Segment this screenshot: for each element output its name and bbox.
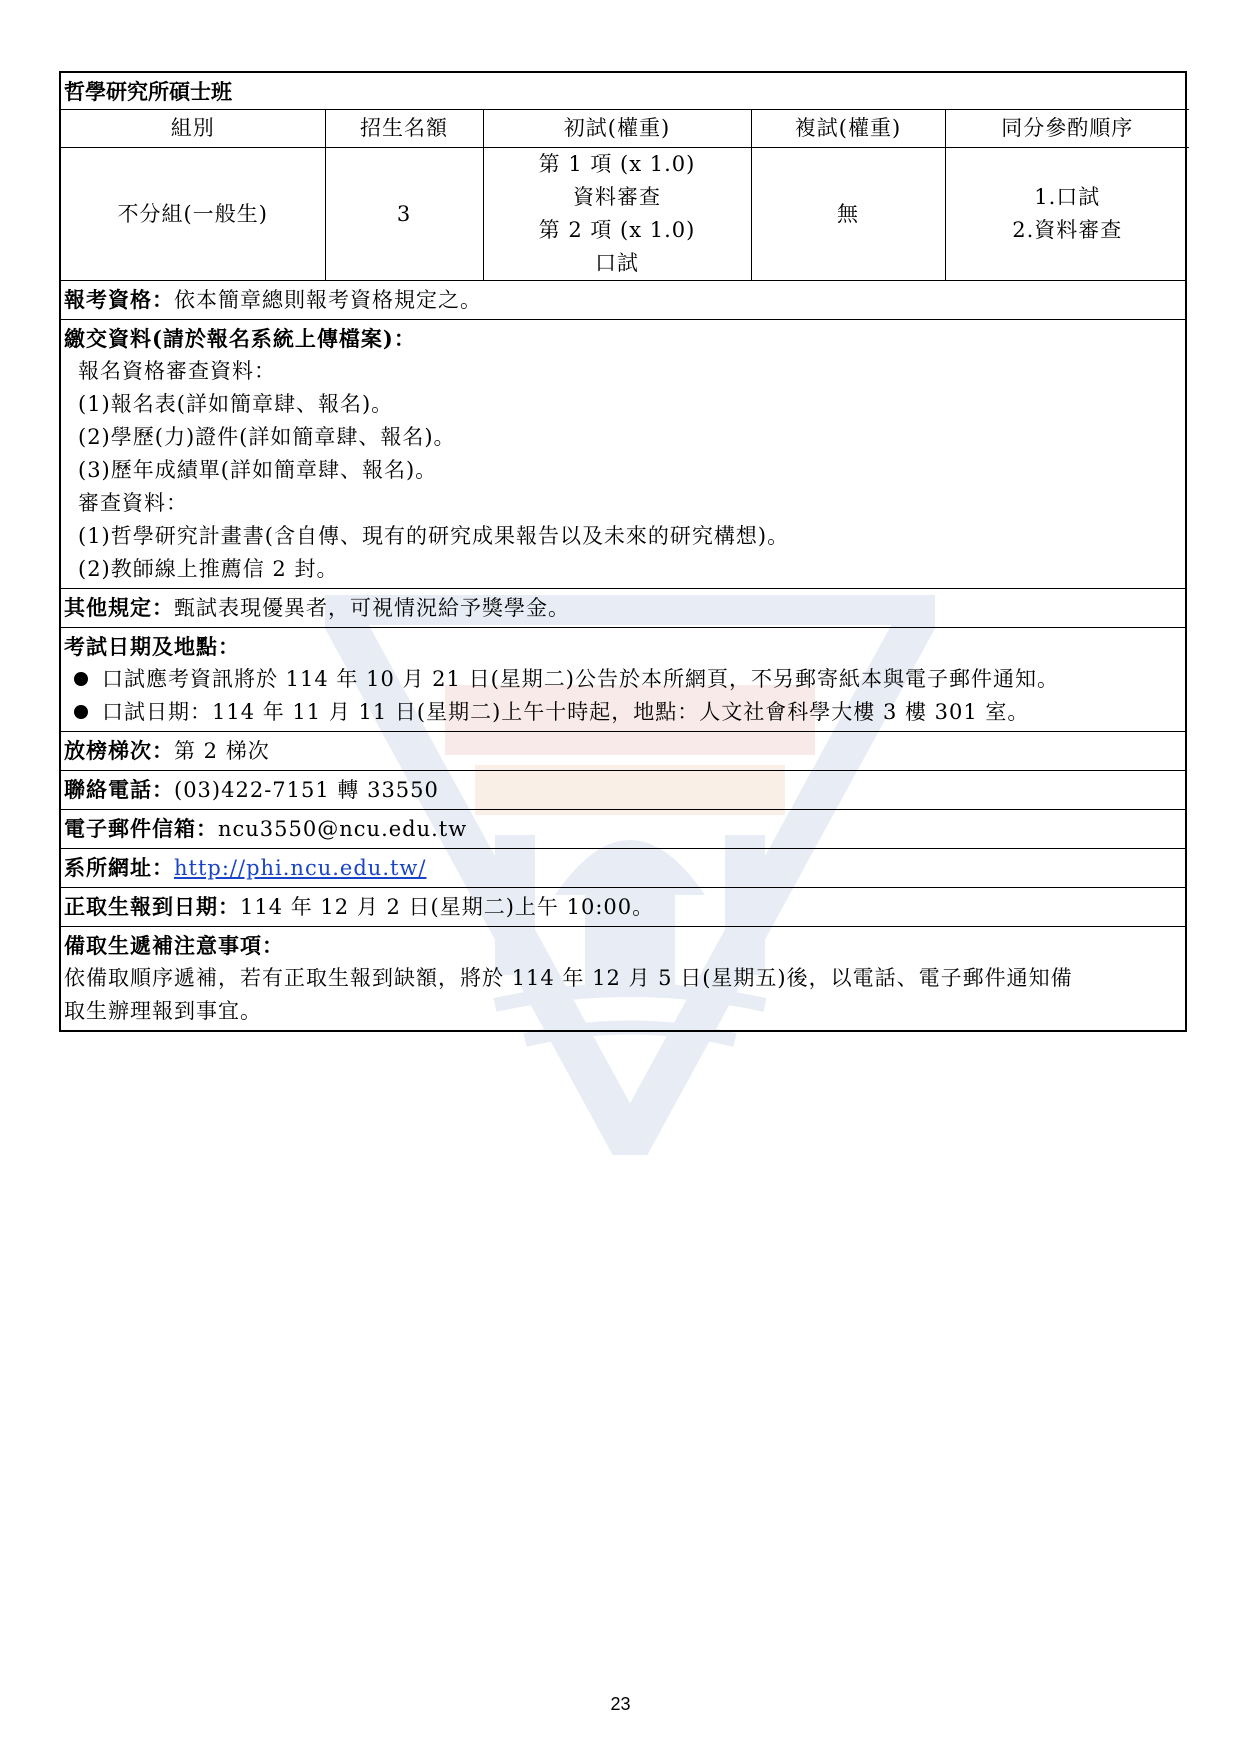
documents-line: (1)報名表(詳如簡章肆、報名)。 [78, 392, 394, 416]
bullet-icon [74, 705, 88, 719]
other-rules-label: 其他規定： [64, 595, 174, 620]
exam-schedule-row [61, 627, 1185, 731]
grid-header-row [61, 110, 1189, 148]
waitlist-line: 依備取順序遞補，若有正取生報到缺額，將於 114 年 12 月 5 日(星期五)後，以電話、電子郵件通知備 [64, 966, 1073, 990]
documents-line: (1)哲學研究計畫書(含自傳、現有的研究成果報告以及未來的研究構想)。 [78, 524, 790, 548]
cell-group: 不分組(一般生) [61, 148, 325, 281]
documents-label: 繳交資料(請於報名系統上傳檔案)： [64, 326, 416, 351]
exam-schedule-item [64, 696, 1182, 729]
eligibility-label: 報考資格： [64, 287, 174, 312]
documents-row [61, 319, 1185, 588]
tie-order-line: 1.口試 [1034, 185, 1101, 209]
email-text: ncu3550@ncu.edu.tw [218, 817, 468, 841]
header-tie-order: 同分參酌順序 [945, 110, 1189, 148]
email-label: 電子郵件信箱： [64, 816, 218, 841]
bullet-icon [74, 672, 88, 686]
grid-data-row [61, 148, 1189, 281]
phone-text: (03)422-7151 轉 33550 [174, 778, 439, 802]
program-info-table [59, 71, 1187, 1032]
documents-line: (2)教師線上推薦信 2 封。 [78, 557, 339, 581]
cell-first-exam [483, 148, 751, 281]
email-row [61, 809, 1185, 848]
admission-grid [61, 109, 1185, 280]
cell-tie-order [945, 148, 1189, 281]
eligibility-text: 依本簡章總則報考資格規定之。 [174, 288, 482, 312]
cell-second-exam: 無 [751, 148, 945, 281]
header-quota: 招生名額 [325, 110, 483, 148]
first-exam-line: 第 1 項 (x 1.0) [538, 152, 696, 176]
header-group: 組別 [61, 110, 325, 148]
report-date-text: 114 年 12 月 2 日(星期二)上午 10:00。 [240, 895, 655, 919]
website-row [61, 848, 1185, 887]
header-first-exam: 初試(權重) [483, 110, 751, 148]
release-round-row [61, 731, 1185, 770]
documents-line: (2)學歷(力)證件(詳如簡章肆、報名)。 [78, 425, 456, 449]
waitlist-line: 取生辦理報到事宜。 [64, 999, 262, 1023]
other-rules-text: 甄試表現優異者，可視情況給予獎學金。 [174, 596, 570, 620]
exam-schedule-item [64, 663, 1182, 696]
tie-order-line: 2.資料審查 [1012, 218, 1123, 242]
exam-schedule-text: 口試日期：114 年 11 月 11 日(星期二)上午十時起，地點：人文社會科學大樓 3 樓 301 室。 [102, 700, 1030, 724]
other-rules-row [61, 588, 1185, 627]
report-date-label: 正取生報到日期： [64, 894, 240, 919]
page-number: 23 [610, 1694, 631, 1714]
first-exam-line: 口試 [595, 251, 639, 275]
documents-line: 報名資格審查資料： [78, 359, 276, 383]
phone-row [61, 770, 1185, 809]
documents-line: 審查資料： [78, 491, 188, 515]
cell-quota: 3 [325, 148, 483, 281]
website-link[interactable]: http://phi.ncu.edu.tw/ [174, 856, 427, 880]
program-title: 哲學研究所碩士班 [64, 79, 232, 104]
website-label: 系所網址： [64, 855, 174, 880]
first-exam-line: 資料審查 [573, 185, 661, 209]
exam-schedule-text: 口試應考資訊將於 114 年 10 月 21 日(星期二)公告於本所網頁，不另郵寄紙本與電子郵件通知。 [102, 667, 1059, 691]
release-round-label: 放榜梯次： [64, 738, 174, 763]
exam-schedule-label: 考試日期及地點： [64, 634, 240, 659]
eligibility-row [61, 280, 1185, 319]
release-round-text: 第 2 梯次 [174, 739, 270, 763]
header-second-exam: 複試(權重) [751, 110, 945, 148]
waitlist-row [61, 926, 1185, 1030]
waitlist-label: 備取生遞補注意事項： [64, 933, 284, 958]
first-exam-line: 第 2 項 (x 1.0) [538, 218, 696, 242]
phone-label: 聯絡電話： [64, 777, 174, 802]
report-date-row [61, 887, 1185, 926]
documents-line: (3)歷年成績單(詳如簡章肆、報名)。 [78, 458, 438, 482]
